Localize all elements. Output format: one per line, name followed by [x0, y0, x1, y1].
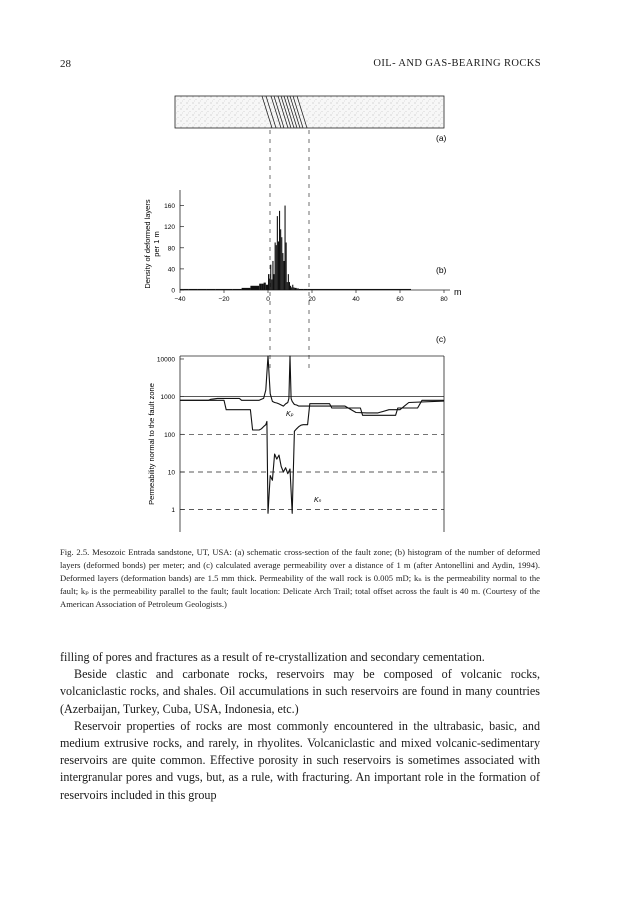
- histogram-x-tick-label: −20: [218, 296, 230, 303]
- permeability-reference-lines: [180, 397, 444, 510]
- histogram-bar: [272, 261, 273, 290]
- histogram-bar: [282, 253, 283, 290]
- histogram-bars: [180, 206, 411, 290]
- histogram-bar: [287, 282, 288, 290]
- kn-series-line: [180, 400, 444, 513]
- panel-label-a: (a): [436, 133, 447, 143]
- permeability-y-axis-label: Permeability normal to the fault zone: [147, 383, 156, 505]
- histogram-bar: [356, 289, 367, 290]
- kp-label: Kₚ: [286, 411, 294, 418]
- histogram-y-ticks: [164, 203, 184, 294]
- histogram-bar: [294, 288, 295, 290]
- histogram-bar: [283, 261, 284, 290]
- histogram-bar: [233, 289, 242, 290]
- permeability-panel: [147, 334, 446, 532]
- permeability-y-tick-label: 1000: [160, 394, 175, 402]
- histogram-bar: [290, 286, 291, 290]
- histogram-x-unit: m: [454, 287, 462, 297]
- histogram-bar: [261, 284, 263, 290]
- permeability-y-tick-label: 10000: [156, 356, 175, 364]
- histogram-y-axis-label-2: per 1 m: [152, 231, 161, 257]
- histogram-bar: [301, 289, 303, 290]
- histogram-y-axis-label: Density of deformed layers: [143, 199, 152, 289]
- histogram-bar: [345, 289, 356, 290]
- running-head: OIL- AND GAS-BEARING ROCKS: [373, 58, 541, 69]
- histogram-x-tick-label: 60: [396, 296, 404, 303]
- histogram-bar: [206, 289, 215, 290]
- histogram-bar: [378, 289, 389, 290]
- histogram-bar: [275, 243, 276, 291]
- page-number: 28: [60, 58, 71, 70]
- panel-label-c: (c): [436, 334, 446, 344]
- histogram-bar: [279, 211, 280, 290]
- histogram-bar: [242, 288, 251, 290]
- kn-label: Kₙ: [314, 497, 322, 504]
- histogram-bar: [400, 289, 411, 290]
- histogram-y-tick-label: 160: [164, 203, 175, 211]
- permeability-y-tick-label: 100: [164, 431, 175, 439]
- histogram-bar: [299, 289, 301, 290]
- histogram-x-tick-label: 20: [308, 296, 316, 303]
- paragraph-3: Reservoir properties of rocks are most commonly encountered in the ultrabasic, basic, and medium extrusive rocks, and rarely, in rhyolites. Volcaniclastic and mixed volcanic-sedimentary reservoirs are quite common. Effective porosity in such reservoirs is sometimes associated with intergranular pores and vugs, but, as a rule, with fracturing. An important role in the formation of reservoirs included in this group: [60, 718, 540, 802]
- paragraph-2: Beside clastic and carbonate rocks, reservoirs may be composed of volcanic rocks, volcaniclastic rocks, and shales. Oil accumulations in such reservoirs are found in many countries (Azerbaijan, Turkey, Cuba, USA, Indonesia, etc.): [60, 667, 540, 716]
- histogram-axes: [180, 190, 450, 290]
- histogram-bar: [278, 241, 279, 290]
- histogram-bar: [293, 287, 294, 290]
- histogram-bar: [274, 274, 275, 290]
- cross-section-rock: [175, 96, 444, 128]
- histogram-bar: [269, 278, 270, 290]
- histogram-bar: [277, 216, 278, 290]
- histogram-bar: [312, 289, 323, 290]
- histogram-x-tick-label: 80: [440, 296, 448, 303]
- histogram-bar: [266, 285, 268, 290]
- histogram-bar: [285, 206, 286, 290]
- histogram-bar: [334, 289, 345, 290]
- histogram-bar: [276, 245, 277, 290]
- cross-section-panel: [175, 96, 447, 143]
- histogram-bar: [268, 274, 269, 290]
- histogram-bar: [286, 243, 287, 291]
- histogram-y-tick-label: 120: [164, 224, 175, 232]
- histogram-panel: [143, 190, 462, 303]
- histogram-bar: [198, 289, 207, 290]
- histogram-bar: [224, 289, 233, 290]
- histogram-bar: [303, 289, 307, 290]
- histogram-bar: [367, 289, 378, 290]
- histogram-bar: [271, 279, 272, 290]
- permeability-y-tick-label: 10: [167, 469, 175, 477]
- histogram-bar: [323, 289, 334, 290]
- histogram-bar: [264, 283, 266, 290]
- figure-caption: Fig. 2.5. Mesozoic Entrada sandstone, UT, USA: (a) schematic cross-section of the fault zone; (b) histogram of the number of deformed layers (deformed bonds) per meter; and (c) calculated average permeability over a distance of 1 m (after Antonellini and Aydin, 1994). Deformed layers (deformation bands) are 1.5 mm thick. Permeability of the wall rock is 0.005 mD; kₙ is the permeability normal to the fault; kₚ is the permeability parallel to the fault; fault location: Delicate Arch Trail; total offset across the fault is 40 m. (Courtesy of the American Association of Petroleum Geologists.): [60, 547, 540, 609]
- histogram-bar: [259, 284, 261, 290]
- histogram-bar: [296, 288, 297, 290]
- histogram-bar: [292, 285, 293, 290]
- histogram-bar: [281, 237, 282, 290]
- permeability-y-tick-label: 1: [171, 507, 175, 515]
- histogram-x-tick-label: −40: [174, 296, 186, 303]
- panel-label-b: (b): [436, 265, 447, 275]
- histogram-bar: [270, 265, 271, 290]
- kp-series-line: [180, 356, 444, 413]
- histogram-y-tick-label: 40: [167, 266, 175, 274]
- histogram-bar: [280, 229, 281, 290]
- histogram-bar: [308, 289, 312, 290]
- histogram-bar: [298, 288, 299, 290]
- histogram-y-tick-label: 0: [171, 287, 175, 295]
- histogram-bar: [297, 288, 298, 290]
- histogram-bar: [289, 282, 290, 290]
- histogram-bar: [250, 286, 259, 290]
- histogram-x-tick-label: 0: [266, 296, 270, 303]
- histogram-bar: [189, 289, 198, 290]
- paragraph-1: filling of pores and fractures as a result of re-crystallization and secondary cementation.: [60, 650, 485, 664]
- histogram-x-ticks: [174, 290, 448, 303]
- permeability-axes: [180, 356, 444, 532]
- histogram-y-tick-label: 80: [167, 245, 175, 253]
- histogram-x-tick-label: 40: [352, 296, 360, 303]
- histogram-bar: [288, 274, 289, 290]
- histogram-bar: [389, 289, 400, 290]
- histogram-bar: [215, 289, 224, 290]
- histogram-bar: [291, 287, 292, 290]
- body-text: [60, 649, 540, 804]
